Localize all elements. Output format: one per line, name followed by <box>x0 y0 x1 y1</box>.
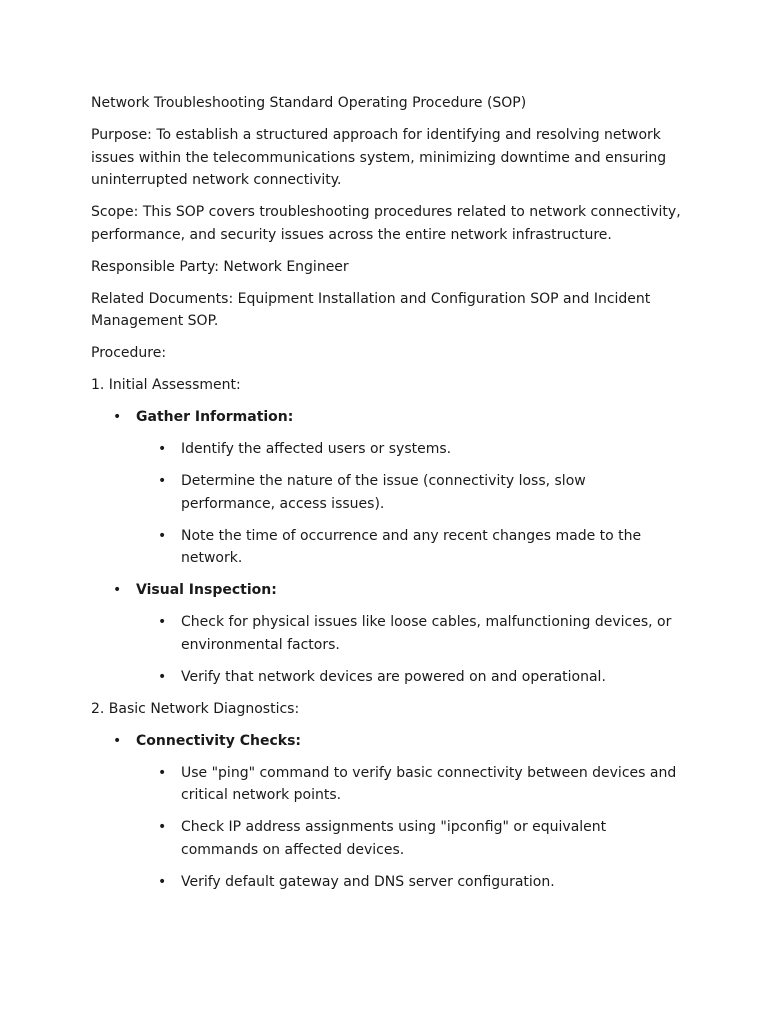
bullet-icon: • <box>113 732 122 749</box>
document-page <box>91 92 681 903</box>
bullet-icon: • <box>113 582 122 598</box>
list-item-text: Check IP address assignments using "ipconfig" or equivalent commands on affected devices. <box>181 819 607 858</box>
list-item <box>91 611 681 656</box>
list-item <box>91 871 681 894</box>
bullet-icon: • <box>158 473 167 489</box>
group-title <box>91 579 681 602</box>
step-heading: 2. Basic Network Diagnostics: <box>91 700 300 717</box>
bullet-icon: • <box>158 764 167 781</box>
procedure-label: Procedure: <box>91 345 167 361</box>
document-title: Network Troubleshooting Standard Operating Procedure (SOP) <box>91 95 527 111</box>
list-item <box>91 762 681 807</box>
bullet-icon: • <box>158 614 167 630</box>
list-item-text: Determine the nature of the issue (connectivity loss, slow performance, access issues). <box>181 473 586 512</box>
list-item-text: Use "ping" command to verify basic connectivity between devices and critical network points. <box>181 764 677 803</box>
purpose-paragraph: Purpose: To establish a structured approach for identifying and resolving network issues within the telecommunications system, minimizing downtime and ensuring uninterrupted network connectivity. <box>91 127 667 188</box>
bullet-icon: • <box>113 409 122 425</box>
list-item-text: Note the time of occurrence and any recent changes made to the network. <box>181 527 642 566</box>
group-title-text: Connectivity Checks: <box>136 732 302 749</box>
bullet-icon: • <box>158 873 167 890</box>
group-title <box>91 406 681 429</box>
list-item <box>91 525 681 570</box>
bullet-icon: • <box>158 819 167 835</box>
list-item <box>91 470 681 515</box>
list-item-text: Verify default gateway and DNS server configuration. <box>181 873 555 890</box>
list-item-text: Check for physical issues like loose cables, malfunctioning devices, or environmental factors. <box>181 614 672 653</box>
list-item-text: Identify the affected users or systems. <box>181 441 452 457</box>
list-item-text: Verify that network devices are powered on and operational. <box>181 668 606 685</box>
list-item <box>91 816 681 861</box>
bullet-icon: • <box>158 441 167 457</box>
bullet-icon: • <box>158 668 167 685</box>
responsible-party: Responsible Party: Network Engineer <box>91 258 349 275</box>
list-item <box>91 666 681 689</box>
list-item <box>91 438 681 461</box>
related-documents: Related Documents: Equipment Installation and Configuration SOP and Incident Management SOP. <box>91 290 651 329</box>
scope-paragraph: Scope: This SOP covers troubleshooting procedures related to network connectivity, performance, and security issues across the entire network infrastructure. <box>91 204 681 243</box>
group-title-text: Visual Inspection: <box>136 582 277 598</box>
group-title <box>91 730 681 753</box>
step-heading: 1. Initial Assessment: <box>91 377 241 393</box>
bullet-icon: • <box>158 527 167 544</box>
group-title-text: Gather Information: <box>136 409 294 425</box>
